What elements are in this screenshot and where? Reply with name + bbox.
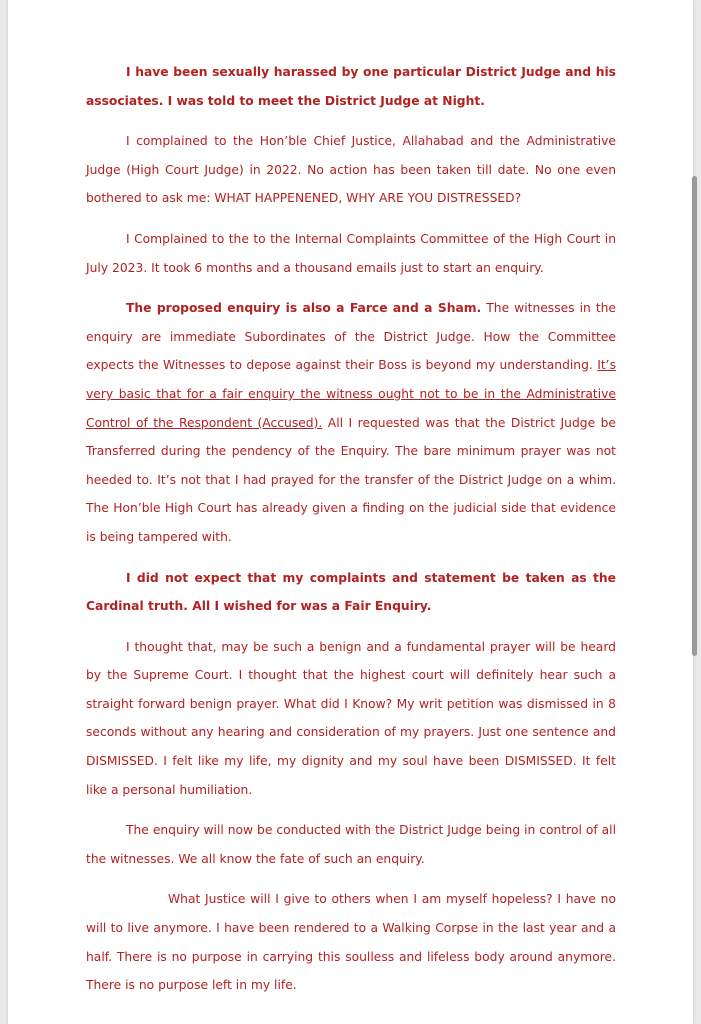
bold-text: The proposed enquiry is also a Farce and a Sham. xyxy=(126,301,482,316)
paragraph xyxy=(86,127,616,213)
bold-text: I did not expect that my complaints and statement be taken as the Cardinal truth. All I wished for was a Fair Enquiry. xyxy=(86,570,616,614)
paragraph xyxy=(86,633,616,805)
body-text: What Justice will I give to others when I am myself hopeless? I have no will to live anymore. I have been rendered to a Walking Corpse in the last year and a half. There is no purpose in carrying this soulless and lifeless body around anymore. There is no purpose left in my life. xyxy=(86,892,616,993)
body-text: I complained to the Hon’ble Chief Justice, Allahabad and the Administrative Judge (High Court Judge) in 2022. No action has been taken till date. No one even bothered to ask me: WHAT HAPPENENED, WHY ARE YOU DISTRESSED? xyxy=(86,134,616,206)
scrollbar-thumb[interactable] xyxy=(692,176,697,656)
document-page xyxy=(8,0,693,1024)
paragraph xyxy=(86,816,616,873)
paragraph xyxy=(86,294,616,551)
bold-text: I have been sexually harassed by one particular District Judge and his associates. I was told to meet the District Judge at Night. xyxy=(86,65,616,108)
paragraph xyxy=(86,885,616,999)
body-text: The witnesses in the enquiry are immediate Subordinates of the District Judge. How the Committee expects the Witnesses to depose against their Boss is beyond my understanding. xyxy=(86,301,616,373)
body-text: All I requested was that the District Judge be Transferred during the pendency of the Enquiry. The bare minimum prayer was not heeded to. It’s not that I had prayed for the transfer of the District Judge on a whim. The Hon’ble High Court has already given a finding on the judicial side that evidence is being tampered with. xyxy=(86,415,616,544)
paragraph xyxy=(86,58,616,115)
paragraph xyxy=(86,564,616,621)
paragraph xyxy=(86,225,616,282)
underlined-text: It’s very basic that for a fair enquiry the witness ought not to be in the Administrative Control of the Respondent (Accused). xyxy=(86,358,616,430)
body-text: I thought that, may be such a benign and a fundamental prayer will be heard by the Supreme Court. I thought that the highest court will definitely hear such a straight forward benign prayer. What did I Know? My writ petition was dismissed in 8 seconds without any hearing and consideration of my prayers. Just one sentence and DISMISSED. I felt like my life, my dignity and my soul have been DISMISSED. It felt like a personal humiliation. xyxy=(86,639,616,797)
scrollbar-track[interactable] xyxy=(692,0,700,1024)
body-text: The enquiry will now be conducted with the District Judge being in control of all the witnesses. We all know the fate of such an enquiry. xyxy=(86,823,616,866)
document-body xyxy=(86,58,616,1012)
body-text: I Complained to the to the Internal Complaints Committee of the High Court in July 2023. It took 6 months and a thousand emails just to start an enquiry. xyxy=(86,231,616,275)
